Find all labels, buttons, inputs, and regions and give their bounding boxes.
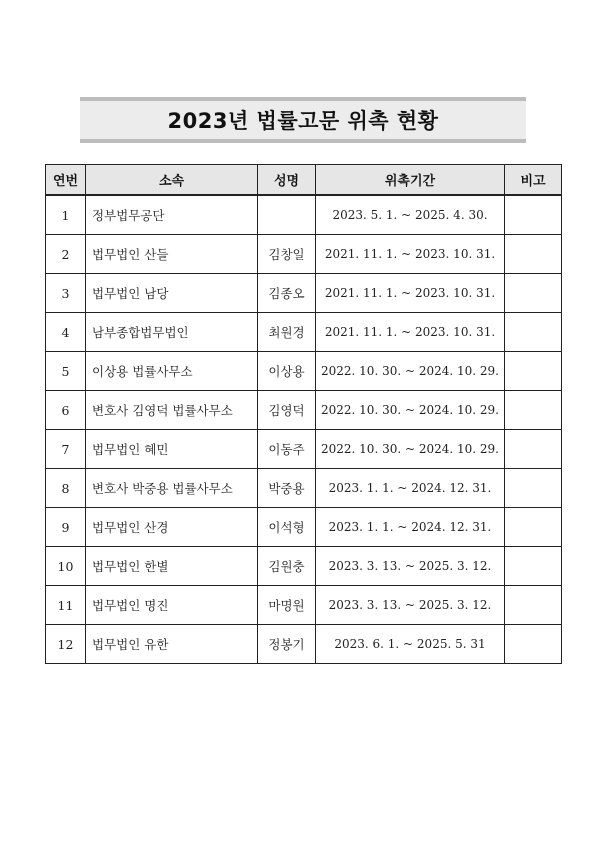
cell-name: [258, 195, 316, 235]
cell-period: 2023. 5. 1. ~ 2025. 4. 30.: [316, 195, 505, 235]
cell-note: [505, 235, 562, 274]
cell-note: [505, 625, 562, 664]
header-period: 위촉기간: [316, 165, 505, 196]
cell-name: 김창일: [258, 235, 316, 274]
table-row: [46, 235, 562, 274]
cell-no: 1: [46, 195, 86, 235]
cell-no: 3: [46, 274, 86, 313]
cell-no: 10: [46, 547, 86, 586]
header-org: 소속: [86, 165, 258, 196]
cell-org: 법무법인 유한: [86, 625, 258, 664]
cell-name: 김원충: [258, 547, 316, 586]
table-row: [46, 508, 562, 547]
cell-org: 법무법인 한별: [86, 547, 258, 586]
header-note: 비고: [505, 165, 562, 196]
cell-note: [505, 313, 562, 352]
cell-note: [505, 352, 562, 391]
cell-note: [505, 430, 562, 469]
cell-org: 법무법인 남당: [86, 274, 258, 313]
cell-period: 2021. 11. 1. ~ 2023. 10. 31.: [316, 313, 505, 352]
header-no: 연번: [46, 165, 86, 196]
cell-name: 이동주: [258, 430, 316, 469]
cell-note: [505, 547, 562, 586]
legal-advisor-table: [45, 164, 562, 664]
cell-note: [505, 586, 562, 625]
cell-period: 2022. 10. 30. ~ 2024. 10. 29.: [316, 352, 505, 391]
cell-note: [505, 391, 562, 430]
cell-org: 법무법인 산경: [86, 508, 258, 547]
cell-period: 2021. 11. 1. ~ 2023. 10. 31.: [316, 274, 505, 313]
document-title: 2023년 법률고문 위촉 현황: [167, 109, 439, 133]
table-row: [46, 547, 562, 586]
cell-org: 법무법인 혜민: [86, 430, 258, 469]
cell-org: 변호사 김영덕 법률사무소: [86, 391, 258, 430]
cell-name: 이석형: [258, 508, 316, 547]
document-title-box: [80, 97, 526, 143]
cell-period: 2023. 3. 13. ~ 2025. 3. 12.: [316, 586, 505, 625]
cell-period: 2021. 11. 1. ~ 2023. 10. 31.: [316, 235, 505, 274]
cell-name: 김종오: [258, 274, 316, 313]
cell-no: 7: [46, 430, 86, 469]
cell-no: 11: [46, 586, 86, 625]
header-name: 성명: [258, 165, 316, 196]
cell-name: 정봉기: [258, 625, 316, 664]
cell-note: [505, 469, 562, 508]
table-header-row: [46, 165, 562, 196]
table-row: [46, 469, 562, 508]
cell-name: 최원경: [258, 313, 316, 352]
cell-org: 법무법인 산들: [86, 235, 258, 274]
table-row: [46, 586, 562, 625]
cell-period: 2023. 6. 1. ~ 2025. 5. 31: [316, 625, 505, 664]
table-row: [46, 313, 562, 352]
table-row: [46, 625, 562, 664]
cell-name: 마명원: [258, 586, 316, 625]
cell-period: 2023. 3. 13. ~ 2025. 3. 12.: [316, 547, 505, 586]
cell-note: [505, 508, 562, 547]
cell-period: 2023. 1. 1. ~ 2024. 12. 31.: [316, 469, 505, 508]
cell-name: 이상용: [258, 352, 316, 391]
cell-no: 4: [46, 313, 86, 352]
table-row: [46, 195, 562, 235]
cell-period: 2022. 10. 30. ~ 2024. 10. 29.: [316, 430, 505, 469]
cell-org: 이상용 법률사무소: [86, 352, 258, 391]
cell-no: 12: [46, 625, 86, 664]
cell-name: 김영덕: [258, 391, 316, 430]
cell-no: 9: [46, 508, 86, 547]
cell-no: 6: [46, 391, 86, 430]
cell-period: 2022. 10. 30. ~ 2024. 10. 29.: [316, 391, 505, 430]
cell-org: 법무법인 명진: [86, 586, 258, 625]
cell-no: 2: [46, 235, 86, 274]
cell-no: 5: [46, 352, 86, 391]
table-row: [46, 391, 562, 430]
cell-no: 8: [46, 469, 86, 508]
cell-org: 변호사 박중용 법률사무소: [86, 469, 258, 508]
cell-org: 남부종합법무법인: [86, 313, 258, 352]
cell-note: [505, 195, 562, 235]
table-row: [46, 352, 562, 391]
cell-org: 정부법무공단: [86, 195, 258, 235]
cell-note: [505, 274, 562, 313]
table-row: [46, 274, 562, 313]
cell-name: 박중용: [258, 469, 316, 508]
cell-period: 2023. 1. 1. ~ 2024. 12. 31.: [316, 508, 505, 547]
table-row: [46, 430, 562, 469]
